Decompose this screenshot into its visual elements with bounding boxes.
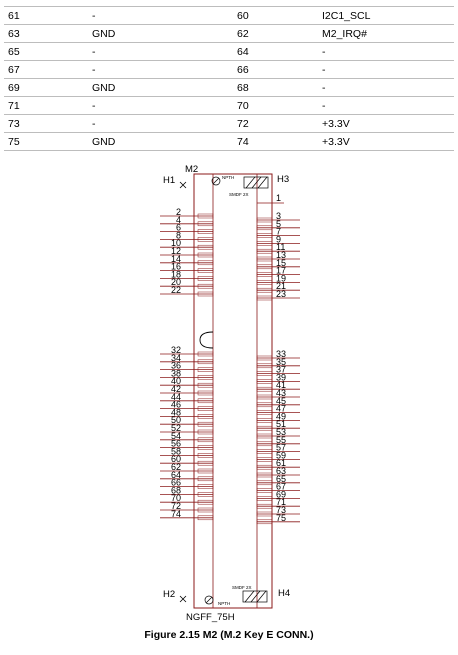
pin-18 xyxy=(160,269,213,280)
table-cell: I2C1_SCL xyxy=(318,7,454,25)
pin-label: 33 xyxy=(276,349,287,359)
pin-58 xyxy=(160,446,213,457)
pin-label: 34 xyxy=(170,352,181,363)
table-cell: - xyxy=(88,61,233,79)
pin-66 xyxy=(160,478,213,489)
pin-table xyxy=(4,6,454,151)
pins-layer xyxy=(160,207,300,524)
table-cell: - xyxy=(88,115,233,133)
pin-label: 38 xyxy=(170,368,181,379)
pin-label: 2 xyxy=(175,207,181,217)
pin-label: 58 xyxy=(170,446,181,457)
pin-label: 37 xyxy=(276,364,287,375)
table-row xyxy=(4,43,454,61)
table-cell: 66 xyxy=(233,61,318,79)
pin-label: 43 xyxy=(276,388,287,398)
pin-4 xyxy=(160,215,213,226)
pin-label: 71 xyxy=(276,497,287,508)
pin-14 xyxy=(160,254,213,265)
bottom-smd-pad-icon xyxy=(243,591,267,602)
pin-label: 57 xyxy=(276,442,287,453)
table-cell: - xyxy=(318,79,454,97)
pin-label: 13 xyxy=(276,250,287,260)
top-smd-label: SMDF 2X xyxy=(229,192,249,197)
ref-designator: M2 xyxy=(185,164,199,175)
hole-h1-label: H1 xyxy=(163,175,176,186)
pin-22 xyxy=(160,285,213,296)
pin-label: 73 xyxy=(276,505,287,515)
pin-label: 53 xyxy=(276,427,287,437)
pin-40 xyxy=(160,376,213,387)
bottom-npth-label: NPTH xyxy=(218,601,231,606)
pin-52 xyxy=(160,423,213,434)
top-smd-pad-icon xyxy=(244,177,268,188)
pin-label: 20 xyxy=(170,277,181,288)
table-cell: 72 xyxy=(233,115,318,133)
hole-h1-cross-icon xyxy=(180,182,186,188)
part-name: NGFF_75H xyxy=(186,612,235,623)
pin-label: 61 xyxy=(276,458,287,469)
pin-72 xyxy=(160,501,213,512)
hole-h4-label: H4 xyxy=(278,588,291,599)
table-row xyxy=(4,61,454,79)
pin-label: 39 xyxy=(276,372,287,383)
pin-label: 72 xyxy=(170,501,181,511)
pin-label: 5 xyxy=(276,218,282,229)
table-cell: - xyxy=(88,7,233,25)
pin-label: 19 xyxy=(276,273,287,284)
pin-54 xyxy=(160,431,213,442)
table-cell: 65 xyxy=(4,43,88,61)
table-cell: 63 xyxy=(4,25,88,43)
bottom-smd-label: SMDF 2X xyxy=(232,585,252,590)
pin-42 xyxy=(160,384,213,395)
pin-60 xyxy=(160,454,213,465)
pin-label: 56 xyxy=(170,438,181,449)
top-npth-label: NPTH xyxy=(222,175,235,180)
table-cell: - xyxy=(318,43,454,61)
table-row xyxy=(4,25,454,43)
pin-1-label: 1 xyxy=(276,193,282,203)
pin-46 xyxy=(160,400,213,411)
pin-label: 50 xyxy=(170,415,181,426)
pin-label: 54 xyxy=(170,430,181,441)
table-cell: 64 xyxy=(233,43,318,61)
pin-label: 49 xyxy=(276,411,287,422)
table-cell: - xyxy=(318,97,454,115)
table-cell: - xyxy=(88,43,233,61)
pin-label: 3 xyxy=(276,211,282,221)
table-cell: 61 xyxy=(4,7,88,25)
pin-label: 16 xyxy=(170,261,181,272)
table-cell: 73 xyxy=(4,115,88,133)
pin-2 xyxy=(160,207,213,218)
pin-68 xyxy=(160,485,213,496)
pin-44 xyxy=(160,392,213,403)
table-cell: 67 xyxy=(4,61,88,79)
table-cell: GND xyxy=(88,133,233,151)
pin-label: 74 xyxy=(170,508,181,519)
table-cell: - xyxy=(318,61,454,79)
pin-label: 8 xyxy=(175,230,181,241)
pin-label: 35 xyxy=(276,356,287,367)
pin-label: 14 xyxy=(170,253,181,264)
pin-label: 64 xyxy=(170,469,181,480)
pin-label: 45 xyxy=(276,395,287,406)
pin-label: 4 xyxy=(175,214,181,225)
pin-62 xyxy=(160,462,213,473)
table-cell: M2_IRQ# xyxy=(318,25,454,43)
table-cell: 62 xyxy=(233,25,318,43)
table-cell: 74 xyxy=(233,133,318,151)
pin-label: 67 xyxy=(276,481,287,492)
bottom-npth-pad-icon xyxy=(205,596,213,604)
pin-label: 18 xyxy=(170,269,181,280)
pin-label: 11 xyxy=(276,242,286,253)
pin-23 xyxy=(257,289,300,300)
pin-64 xyxy=(160,470,213,481)
pin-label: 66 xyxy=(170,477,181,488)
table-row xyxy=(4,115,454,133)
table-row xyxy=(4,133,454,151)
pin-label: 55 xyxy=(276,434,287,445)
table-cell: - xyxy=(88,97,233,115)
pin-label: 17 xyxy=(276,265,287,276)
table-cell: GND xyxy=(88,79,233,97)
pin-56 xyxy=(160,439,213,450)
pin-20 xyxy=(160,277,213,288)
pin-38 xyxy=(160,368,213,379)
pin-label: 15 xyxy=(276,257,287,268)
pin-label: 59 xyxy=(276,450,287,461)
pin-label: 63 xyxy=(276,466,287,476)
pin-label: 75 xyxy=(276,512,287,523)
pin-16 xyxy=(160,262,213,273)
pin-label: 60 xyxy=(170,454,181,465)
pin-label: 36 xyxy=(170,360,181,371)
table-row xyxy=(4,7,454,25)
pin-12 xyxy=(160,246,213,257)
pin-label: 6 xyxy=(175,222,181,233)
pin-label: 65 xyxy=(276,473,287,484)
pin-8 xyxy=(160,230,213,241)
table-cell: 60 xyxy=(233,7,318,25)
table-cell: 68 xyxy=(233,79,318,97)
pin-70 xyxy=(160,493,213,504)
hole-h3-label: H3 xyxy=(277,174,290,185)
pin-48 xyxy=(160,407,213,418)
pin-label: 62 xyxy=(170,462,181,472)
figure-caption: Figure 2.15 M2 (M.2 Key E CONN.) xyxy=(144,629,314,641)
hole-h2-label: H2 xyxy=(163,589,176,600)
pin-label: 10 xyxy=(170,238,181,249)
pin-label: 22 xyxy=(170,285,181,295)
pin-label: 32 xyxy=(170,345,181,355)
pin-label: 47 xyxy=(276,403,287,414)
pin-50 xyxy=(160,415,213,426)
table-row xyxy=(4,79,454,97)
key-notch xyxy=(200,332,213,348)
pin-label: 69 xyxy=(276,489,287,500)
table-cell: 71 xyxy=(4,97,88,115)
pin-label: 42 xyxy=(170,384,181,394)
pin-74 xyxy=(160,509,213,520)
pin-label: 52 xyxy=(170,423,181,433)
pin-label: 41 xyxy=(276,380,287,391)
pin-label: 46 xyxy=(170,399,181,410)
table-cell: GND xyxy=(88,25,233,43)
pin-34 xyxy=(160,353,213,364)
pin-label: 70 xyxy=(170,493,181,504)
pin-label: 48 xyxy=(170,407,181,418)
table-cell: 70 xyxy=(233,97,318,115)
m2-connector-schematic xyxy=(0,160,458,625)
hole-h2-cross-icon xyxy=(180,596,186,602)
pin-6 xyxy=(160,223,213,234)
pin-label: 68 xyxy=(170,485,181,496)
table-cell: +3.3V xyxy=(318,133,454,151)
pin-label: 7 xyxy=(276,226,282,237)
table-cell: 75 xyxy=(4,133,88,151)
pin-label: 9 xyxy=(276,234,282,245)
table-cell: 69 xyxy=(4,79,88,97)
pin-label: 21 xyxy=(276,281,287,292)
pin-label: 23 xyxy=(276,289,287,299)
pin-10 xyxy=(160,238,213,249)
pin-label: 40 xyxy=(170,376,181,387)
pin-75 xyxy=(257,513,300,524)
pin-label: 51 xyxy=(276,419,287,430)
pin-label: 12 xyxy=(170,246,181,256)
table-row xyxy=(4,97,454,115)
pin-label: 44 xyxy=(170,391,181,402)
pin-36 xyxy=(160,361,213,372)
table-cell: +3.3V xyxy=(318,115,454,133)
